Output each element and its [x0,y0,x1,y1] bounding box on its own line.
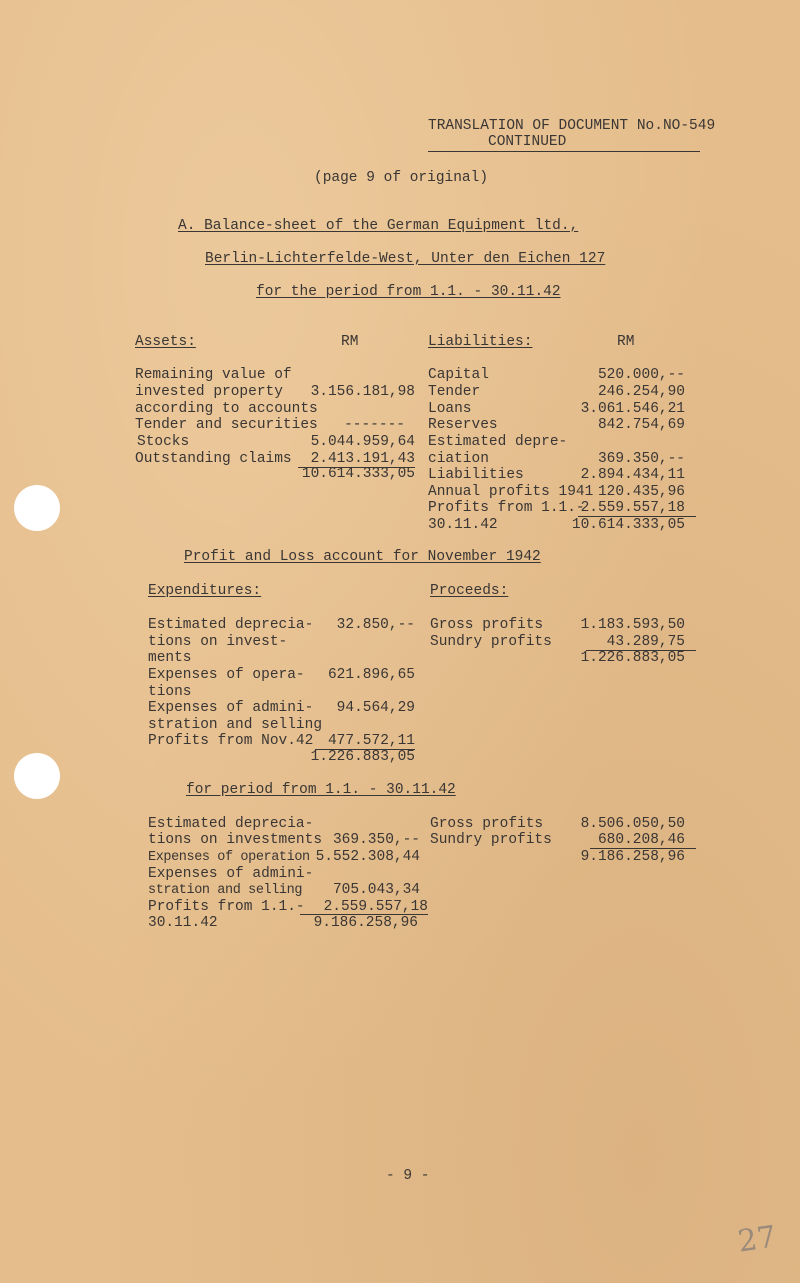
asset-row-label: according to accounts [135,401,318,417]
liability-row-value: 2.894.434,11 [580,467,685,483]
page-note: (page 9 of original) [314,170,489,186]
period-expenditure-value: 2.559.557,18 [323,899,428,915]
liability-row-label: 30.11.42 [428,517,498,533]
period-expenditure-value: 369.350,-- [332,832,420,848]
expenditure-row-label: Expenses of opera- [148,667,305,683]
punch-hole-bottom [14,753,60,799]
liability-row-value: 3.061.546,21 [580,401,685,417]
asset-row-value: 3.156.181,98 [310,384,415,400]
balance-heading-line3: for the period from 1.1. - 30.11.42 [256,284,561,300]
expenditure-row-label: Expenses of admini- [148,700,314,716]
period-proceeds-label: Sundry profits [430,832,552,848]
liability-row-label: Profits from 1.1.- [428,500,585,516]
asset-row-value: 2.413.191,43 [310,451,415,467]
liability-row-label: Loans [428,401,472,417]
punch-hole-top [14,485,60,531]
assets-currency: RM [341,334,359,350]
expenditure-row-label: tions [148,684,192,700]
liability-row-label: Estimated depre- [428,434,568,450]
period-proceeds-total: 9.186.258,96 [580,849,685,865]
proceeds-row-value: 43.289,75 [606,634,685,650]
asset-row-value: 5.044.959,64 [310,434,415,450]
continued-label: CONTINUED [488,134,567,150]
balance-heading-line2: Berlin-Lichterfelde-West, Unter den Eichen 127 [205,251,606,267]
period-expenditure-label: Estimated deprecia- [148,816,314,832]
balance-heading-line1: A. Balance-sheet of the German Equipment ltd., [178,218,579,234]
expenditure-row-label: ments [148,650,192,666]
pencil-mark: 27 [735,1219,779,1260]
proceeds-row-value: 1.183.593,50 [580,617,685,633]
assets-total: 10.614.333,05 [301,466,415,482]
liability-row-label: Reserves [428,417,498,433]
expenditure-row-label: Profits from Nov.42 [148,733,314,749]
liability-row-value: 520.000,-- [597,367,685,383]
liabilities-total: 10.614.333,05 [571,517,685,533]
liability-row-value: 369.350,-- [597,451,685,467]
expenditure-row-value: 621.896,65 [327,667,415,683]
pl-heading: Profit and Loss account for November 1942 [184,549,541,565]
period-proceeds-label: Gross profits [430,816,544,832]
period-proceeds-value: 680.208,46 [597,832,685,848]
liability-row-label: ciation [428,451,489,467]
liability-row-label: Tender [428,384,481,400]
liabilities-label: Liabilities: [428,334,533,350]
period-expenditures-total: 9.186.258,96 [313,915,418,931]
period-expenditure-label: 30.11.42 [148,915,218,931]
header-rule [428,151,700,152]
period-expenditure-label: tions on investments [148,832,323,848]
proceeds-total: 1.226.883,05 [580,650,685,666]
expenditure-row-value: 477.572,11 [327,733,415,749]
expenditure-row-label: stration and selling [148,717,323,733]
liability-row-label: Annual profits 1941 [428,484,594,500]
asset-row-label: Stocks [137,434,190,450]
liability-row-value: 120.435,96 [597,484,685,500]
liability-row-label: Liabilities [428,467,524,483]
document-title: TRANSLATION OF DOCUMENT No.NO-549 [428,118,716,134]
proceeds-row-label: Sundry profits [430,634,552,650]
period-expenditure-value: 5.552.308,44 [315,849,420,865]
asset-row-value: ------- [344,417,405,433]
expenditure-row-value: 32.850,-- [336,617,415,633]
period-expenditure-label: Expenses of admini- [148,866,314,882]
proceeds-label: Proceeds: [430,583,509,599]
liability-row-value: 246.254,90 [597,384,685,400]
liabilities-currency: RM [617,334,635,350]
assets-label: Assets: [135,334,196,350]
period-expenditure-value: 705.043,34 [332,882,420,898]
asset-row-label: Tender and securities [135,417,318,433]
expenditure-row-label: tions on invest- [148,634,288,650]
liability-row-value: 2.559.557,18 [580,500,685,516]
page-number: - 9 - [386,1168,430,1184]
period-expenditure-label: Profits from 1.1.- [148,899,305,915]
period-expenditure-label: stration and selling [148,883,303,898]
expenditures-total: 1.226.883,05 [310,749,415,765]
liability-row-value: 842.754,69 [597,417,685,433]
asset-row-label: Remaining value of [135,367,292,383]
period-expenditure-label: Expenses of operation [148,850,310,865]
expenditures-label: Expenditures: [148,583,262,599]
asset-row-label: invested property [135,384,283,400]
expenditure-row-label: Estimated deprecia- [148,617,314,633]
proceeds-row-label: Gross profits [430,617,544,633]
expenditure-row-value: 94.564,29 [336,700,415,716]
liability-row-label: Capital [428,367,489,383]
period-proceeds-value: 8.506.050,50 [580,816,685,832]
asset-row-label: Outstanding claims [135,451,292,467]
period-heading: for period from 1.1. - 30.11.42 [186,782,456,798]
